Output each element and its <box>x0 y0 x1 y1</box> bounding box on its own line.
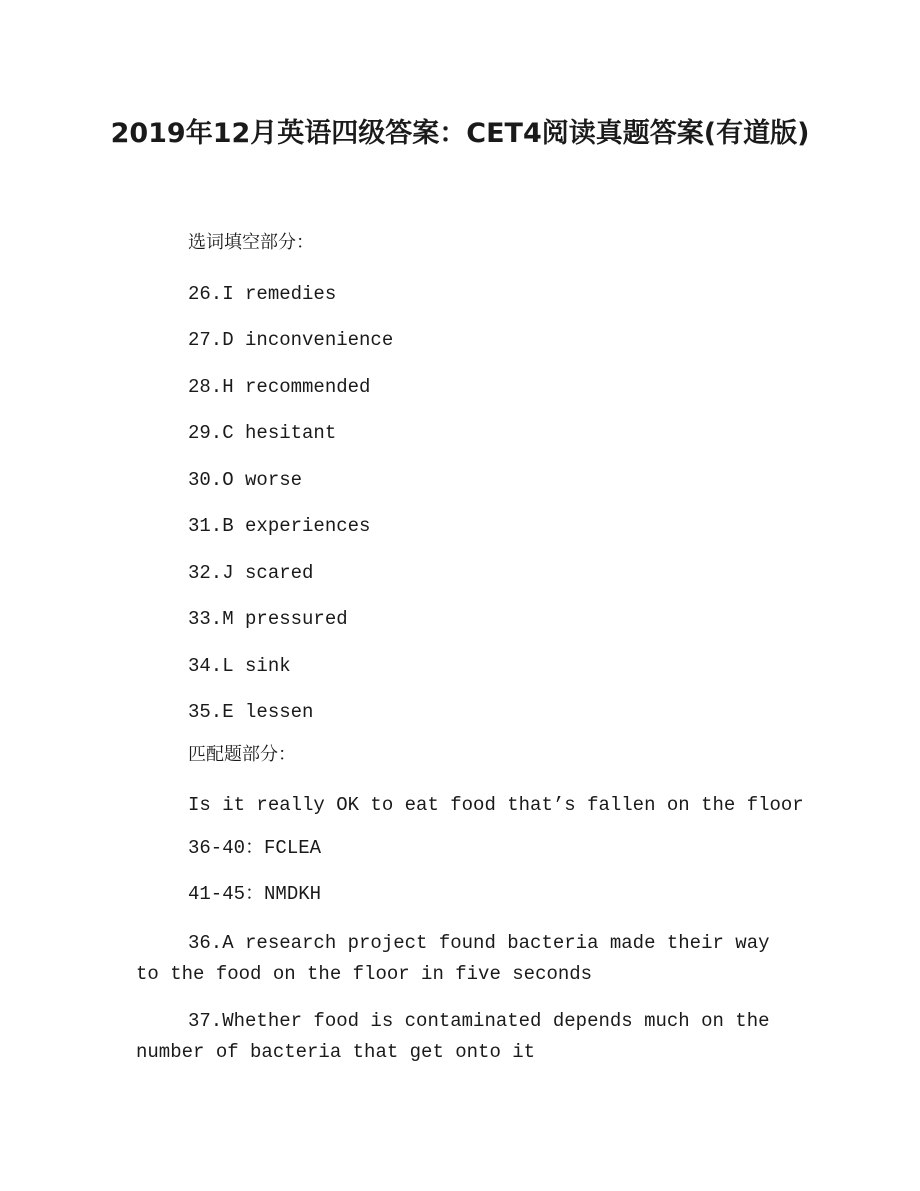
answer-line: 31.B experiences <box>188 515 371 537</box>
answer-line: 29.C hesitant <box>188 422 337 444</box>
answer-group: 36-40：FCLEA <box>188 837 322 859</box>
section-heading-word-bank: 选词填空部分： <box>188 232 314 253</box>
section-heading-matching: 匹配题部分： <box>188 744 296 765</box>
document-title: 2019年12月英语四级答案：CET4阅读真题答案(有道版) <box>110 118 810 149</box>
answer-line: 27.D inconvenience <box>188 329 394 351</box>
explanation-paragraph: 37.Whether food is contaminated depends much on the number of bacteria that get onto it <box>136 1010 770 1063</box>
answer-line: 33.M pressured <box>188 608 348 630</box>
answer-line: 35.E lessen <box>188 701 314 723</box>
passage-title: Is it really OK to eat food that’s fallen on the floor <box>188 794 804 816</box>
answer-line: 32.J scared <box>188 562 314 584</box>
answer-line: 26.I remedies <box>188 283 337 305</box>
answer-line: 34.L sink <box>188 655 291 677</box>
answer-line: 30.O worse <box>188 469 303 491</box>
answer-line: 28.H recommended <box>188 376 371 398</box>
answer-group: 41-45：NMDKH <box>188 883 322 905</box>
explanation-paragraph: 36.A research project found bacteria made their way to the food on the floor in five seconds <box>136 932 770 985</box>
